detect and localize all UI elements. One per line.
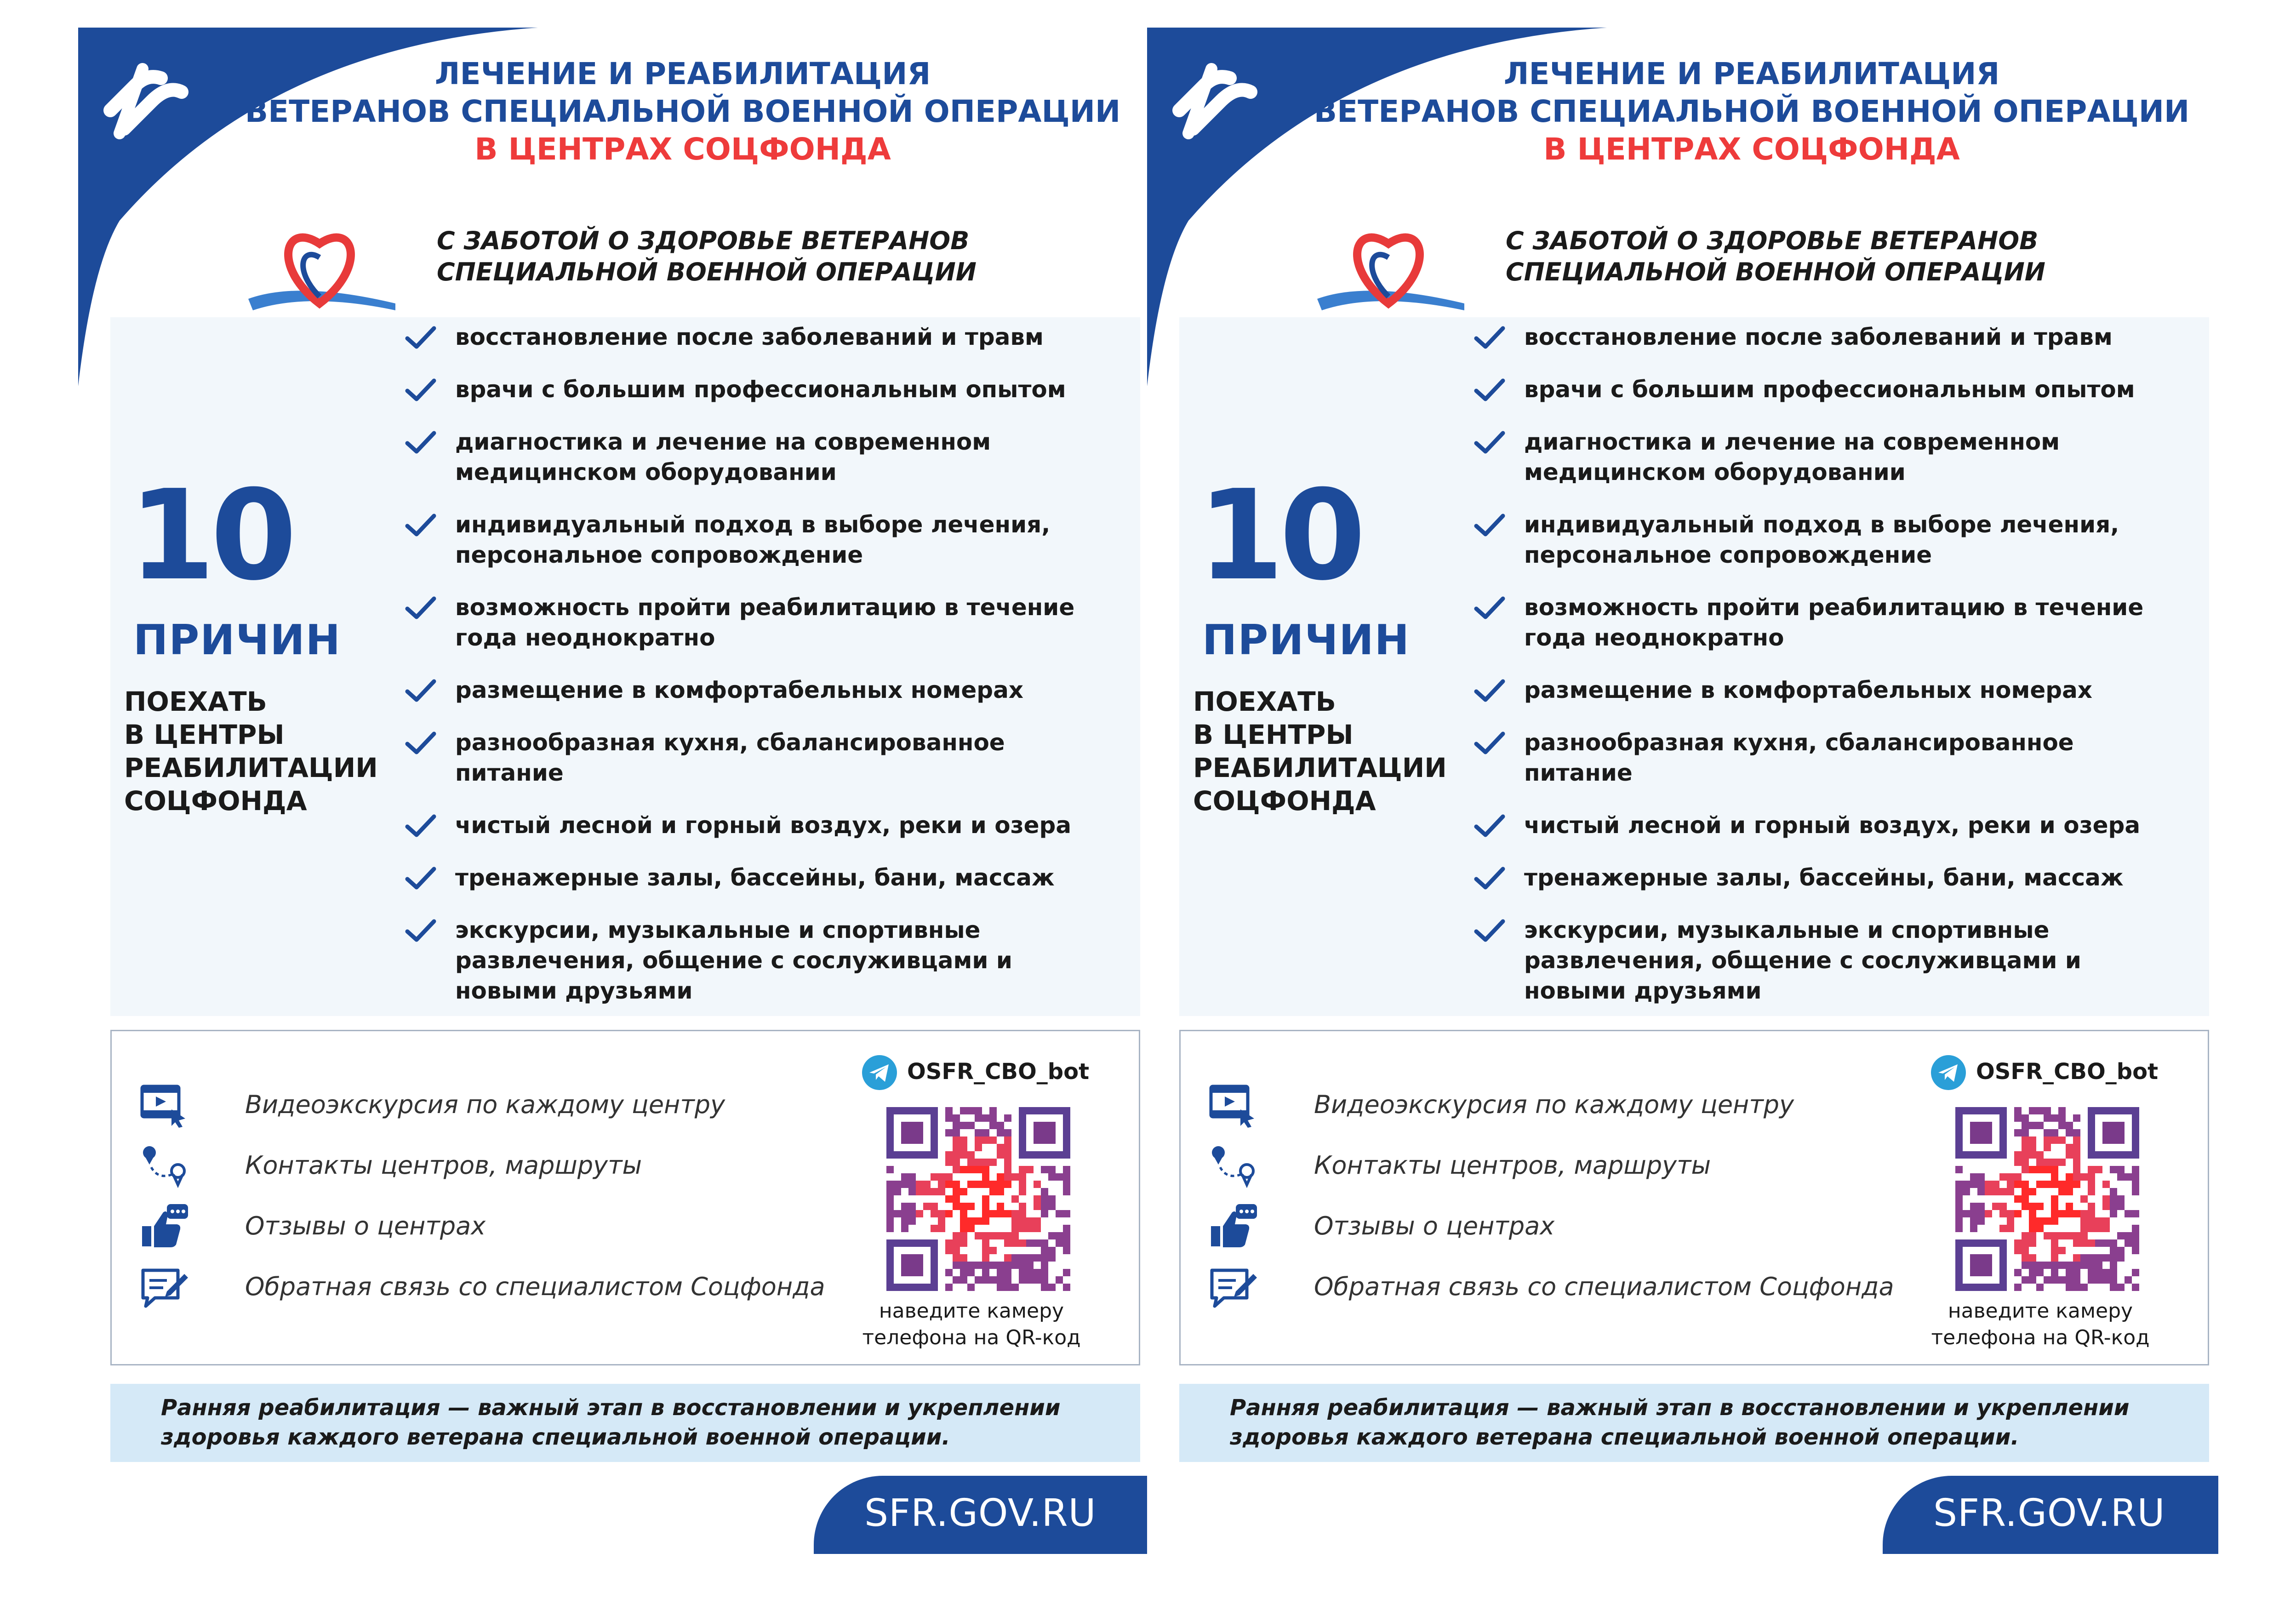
reason-item xyxy=(405,915,1140,1006)
heart-ribbon-icon xyxy=(244,211,395,326)
headline-sub-line: ПОЕХАТЬ xyxy=(1193,686,1336,717)
website-link[interactable]: SFR.GOV.RU xyxy=(864,1491,1097,1535)
reasons-word: ПРИЧИН xyxy=(133,616,341,664)
sfr-logo-icon xyxy=(92,41,198,147)
headline-sub-line: В ЦЕНТРЫ xyxy=(1193,719,1354,750)
qr-code[interactable] xyxy=(884,1105,1073,1293)
reason-text-line: года неоднократно xyxy=(1524,624,1784,651)
reason-text-line: года неоднократно xyxy=(455,624,715,651)
check-icon xyxy=(1474,378,1506,403)
website-tab[interactable] xyxy=(814,1476,1149,1554)
reason-text-line: возможность пройти реабилитацию в течение xyxy=(1524,594,2144,621)
reason-text-line: новыми друзьями xyxy=(455,977,693,1004)
check-icon xyxy=(1474,919,1506,943)
telegram-icon xyxy=(861,1054,898,1091)
reason-text-line: возможность пройти реабилитацию в течение xyxy=(455,594,1075,621)
check-icon xyxy=(1474,866,1506,891)
check-icon xyxy=(1474,430,1506,455)
care-line-1: С ЗАБОТОЙ О ЗДОРОВЬЕ ВЕТЕРАНОВ xyxy=(437,226,970,255)
headline-sub-line: ПОЕХАТЬ xyxy=(124,686,267,717)
bot-name: OSFR_CBO_bot xyxy=(1976,1059,2159,1085)
check-icon xyxy=(405,326,437,350)
early-rehab-band xyxy=(110,1384,1140,1462)
care-line-2: СПЕЦИАЛЬНОЙ ВОЕННОЙ ОПЕРАЦИИ xyxy=(1506,257,2045,286)
feature-label: Обратная связь со специалистом Соцфонда xyxy=(245,1272,825,1301)
title-line-2: ВЕТЕРАНОВ СПЕЦИАЛЬНОЙ ВОЕННОЙ ОПЕРАЦИИ xyxy=(245,94,1121,129)
route-pin-icon xyxy=(1208,1142,1259,1188)
reason-text-line: развлечения, общение с сослуживцами и xyxy=(1524,947,2081,974)
reason-item xyxy=(405,427,1140,487)
care-slogan xyxy=(1506,225,2045,288)
reason-text-line: диагностика и лечение на современном xyxy=(1524,428,2060,455)
reasons-word: ПРИЧИН xyxy=(1202,616,1410,664)
reason-text-line: тренажерные залы, бассейны, бани, массаж xyxy=(1524,864,2124,891)
feature-label: Видеоэкскурсия по каждому центру xyxy=(1314,1090,1794,1119)
headline-sub-line: РЕАБИЛИТАЦИИ xyxy=(124,752,378,783)
headline-sub-line: РЕАБИЛИТАЦИИ xyxy=(1193,752,1447,783)
feedback-icon xyxy=(1208,1264,1259,1310)
title-line-3: В ЦЕНТРАХ СОЦФОНДА xyxy=(1543,131,1960,167)
reason-item xyxy=(1474,427,2209,487)
qr-code[interactable] xyxy=(1953,1105,2142,1293)
feature-label: Обратная связь со специалистом Соцфонда xyxy=(1314,1272,1894,1301)
qr-caption-line-2: телефона на QR-код xyxy=(1931,1326,2150,1349)
reason-item xyxy=(1474,675,2209,705)
reason-text-line: размещение в комфортабельных номерах xyxy=(1524,677,2093,703)
feature-label: Отзывы о центрах xyxy=(1314,1211,1555,1240)
reason-text-line: восстановление после заболеваний и травм xyxy=(455,324,1044,350)
check-icon xyxy=(405,814,437,839)
check-icon xyxy=(1474,814,1506,839)
telegram-icon xyxy=(1930,1054,1967,1091)
reason-item xyxy=(405,322,1140,352)
website-tab[interactable] xyxy=(1883,1476,2218,1554)
headline-sub-line: СОЦФОНДА xyxy=(1193,785,1376,817)
reason-text-line: врачи с большим профессиональным опытом xyxy=(455,376,1066,403)
check-icon xyxy=(1474,326,1506,350)
reason-item xyxy=(1474,727,2209,788)
route-pin-icon xyxy=(139,1142,190,1188)
title-line-2: ВЕТЕРАНОВ СПЕЦИАЛЬНОЙ ВОЕННОЙ ОПЕРАЦИИ xyxy=(1314,94,2190,129)
qr-caption-line-1: наведите камеру xyxy=(1948,1299,2133,1323)
title-line-3: В ЦЕНТРАХ СОЦФОНДА xyxy=(474,131,891,167)
reason-text-line: питание xyxy=(1524,760,1633,786)
check-icon xyxy=(405,919,437,943)
reasons-list xyxy=(1474,322,2209,1028)
headline-sub-line: В ЦЕНТРЫ xyxy=(124,719,285,750)
check-icon xyxy=(1474,513,1506,538)
reason-item xyxy=(1474,509,2209,570)
feedback-icon xyxy=(139,1264,190,1310)
check-icon xyxy=(405,430,437,455)
feature-label: Видеоэкскурсия по каждому центру xyxy=(245,1090,725,1119)
video-icon xyxy=(1208,1082,1259,1128)
reason-text-line: экскурсии, музыкальные и спортивные xyxy=(455,917,981,943)
reason-item xyxy=(405,862,1140,893)
early-line-2: здоровья каждого ветерана специальной военной операции. xyxy=(161,1424,950,1450)
reasons-count: 10 xyxy=(1198,463,1361,608)
reason-text-line: медицинском оборудовании xyxy=(1524,459,1906,485)
reason-text-line: разнообразная кухня, сбалансированное xyxy=(455,729,1005,756)
check-icon xyxy=(405,378,437,403)
reason-text-line: развлечения, общение с сослуживцами и xyxy=(455,947,1012,974)
reason-item xyxy=(405,675,1140,705)
reason-text-line: чистый лесной и горный воздух, реки и озера xyxy=(455,812,1072,839)
feature-label: Контакты центров, маршруты xyxy=(245,1151,642,1180)
reason-text-line: индивидуальный подход в выборе лечения, xyxy=(455,511,1051,538)
check-icon xyxy=(1474,679,1506,703)
check-icon xyxy=(405,731,437,756)
flyer-title xyxy=(1285,55,2218,168)
sfr-logo-icon xyxy=(1161,41,1267,147)
reason-item xyxy=(1474,374,2209,405)
feature-label: Контакты центров, маршруты xyxy=(1314,1151,1711,1180)
title-line-1: ЛЕЧЕНИЕ И РЕАБИЛИТАЦИЯ xyxy=(1503,56,2000,91)
qr-caption xyxy=(1902,1298,2178,1351)
reason-item xyxy=(1474,322,2209,352)
headline-sub-line: СОЦФОНДА xyxy=(124,785,307,817)
flyer-right xyxy=(1147,28,2218,1554)
reason-text-line: размещение в комфортабельных номерах xyxy=(455,677,1024,703)
reason-item xyxy=(1474,862,2209,893)
reason-item xyxy=(405,727,1140,788)
reason-text-line: разнообразная кухня, сбалансированное xyxy=(1524,729,2074,756)
qr-caption xyxy=(834,1298,1109,1351)
early-line-1: Ранняя реабилитация — важный этап в восстановлении и укреплении xyxy=(161,1395,1061,1421)
reason-text-line: врачи с большим профессиональным опытом xyxy=(1524,376,2135,403)
reason-item xyxy=(1474,810,2209,840)
care-line-2: СПЕЦИАЛЬНОЙ ВОЕННОЙ ОПЕРАЦИИ xyxy=(437,257,977,286)
reason-text-line: новыми друзьями xyxy=(1524,977,1762,1004)
reason-text-line: чистый лесной и горный воздух, реки и озера xyxy=(1524,812,2141,839)
reason-text-line: восстановление после заболеваний и травм xyxy=(1524,324,2113,350)
care-line-1: С ЗАБОТОЙ О ЗДОРОВЬЕ ВЕТЕРАНОВ xyxy=(1506,226,2039,255)
check-icon xyxy=(405,513,437,538)
check-icon xyxy=(1474,596,1506,621)
qr-caption-line-2: телефона на QR-код xyxy=(862,1326,1081,1349)
reason-item xyxy=(405,374,1140,405)
reason-text-line: питание xyxy=(455,760,564,786)
reason-item xyxy=(405,592,1140,653)
check-icon xyxy=(1474,731,1506,756)
qr-caption-line-1: наведите камеру xyxy=(879,1299,1064,1323)
early-line-1: Ранняя реабилитация — важный этап в восстановлении и укреплении xyxy=(1230,1395,2130,1421)
care-slogan xyxy=(437,225,977,288)
flyer-left xyxy=(78,28,1149,1554)
check-icon xyxy=(405,679,437,703)
flyer-title xyxy=(216,55,1149,168)
early-line-2: здоровья каждого ветерана специальной военной операции. xyxy=(1230,1424,2019,1450)
bot-info-box xyxy=(1179,1030,2209,1365)
thumbs-up-icon xyxy=(1208,1203,1259,1249)
reason-item xyxy=(1474,915,2209,1006)
reason-text-line: экскурсии, музыкальные и спортивные xyxy=(1524,917,2050,943)
check-icon xyxy=(405,866,437,891)
reason-item xyxy=(1474,592,2209,653)
feature-label: Отзывы о центрах xyxy=(245,1211,486,1240)
reasons-list xyxy=(405,322,1140,1028)
reason-text-line: персональное сопровождение xyxy=(1524,542,1932,568)
thumbs-up-icon xyxy=(139,1203,190,1249)
check-icon xyxy=(405,596,437,621)
reason-item xyxy=(405,810,1140,840)
reason-text-line: персональное сопровождение xyxy=(455,542,863,568)
early-rehab-band xyxy=(1179,1384,2209,1462)
headline-subtitle xyxy=(124,685,378,817)
reason-text-line: диагностика и лечение на современном xyxy=(455,428,991,455)
reasons-count: 10 xyxy=(129,463,292,608)
reason-text-line: тренажерные залы, бассейны, бани, массаж xyxy=(455,864,1055,891)
reason-item xyxy=(405,509,1140,570)
bot-info-box xyxy=(110,1030,1140,1365)
website-link[interactable]: SFR.GOV.RU xyxy=(1933,1491,2165,1535)
title-line-1: ЛЕЧЕНИЕ И РЕАБИЛИТАЦИЯ xyxy=(434,56,931,91)
heart-ribbon-icon xyxy=(1313,211,1464,326)
headline-subtitle xyxy=(1193,685,1447,817)
bot-name: OSFR_CBO_bot xyxy=(907,1059,1090,1085)
reason-text-line: индивидуальный подход в выборе лечения, xyxy=(1524,511,2119,538)
video-icon xyxy=(139,1082,190,1128)
reason-text-line: медицинском оборудовании xyxy=(455,459,837,485)
